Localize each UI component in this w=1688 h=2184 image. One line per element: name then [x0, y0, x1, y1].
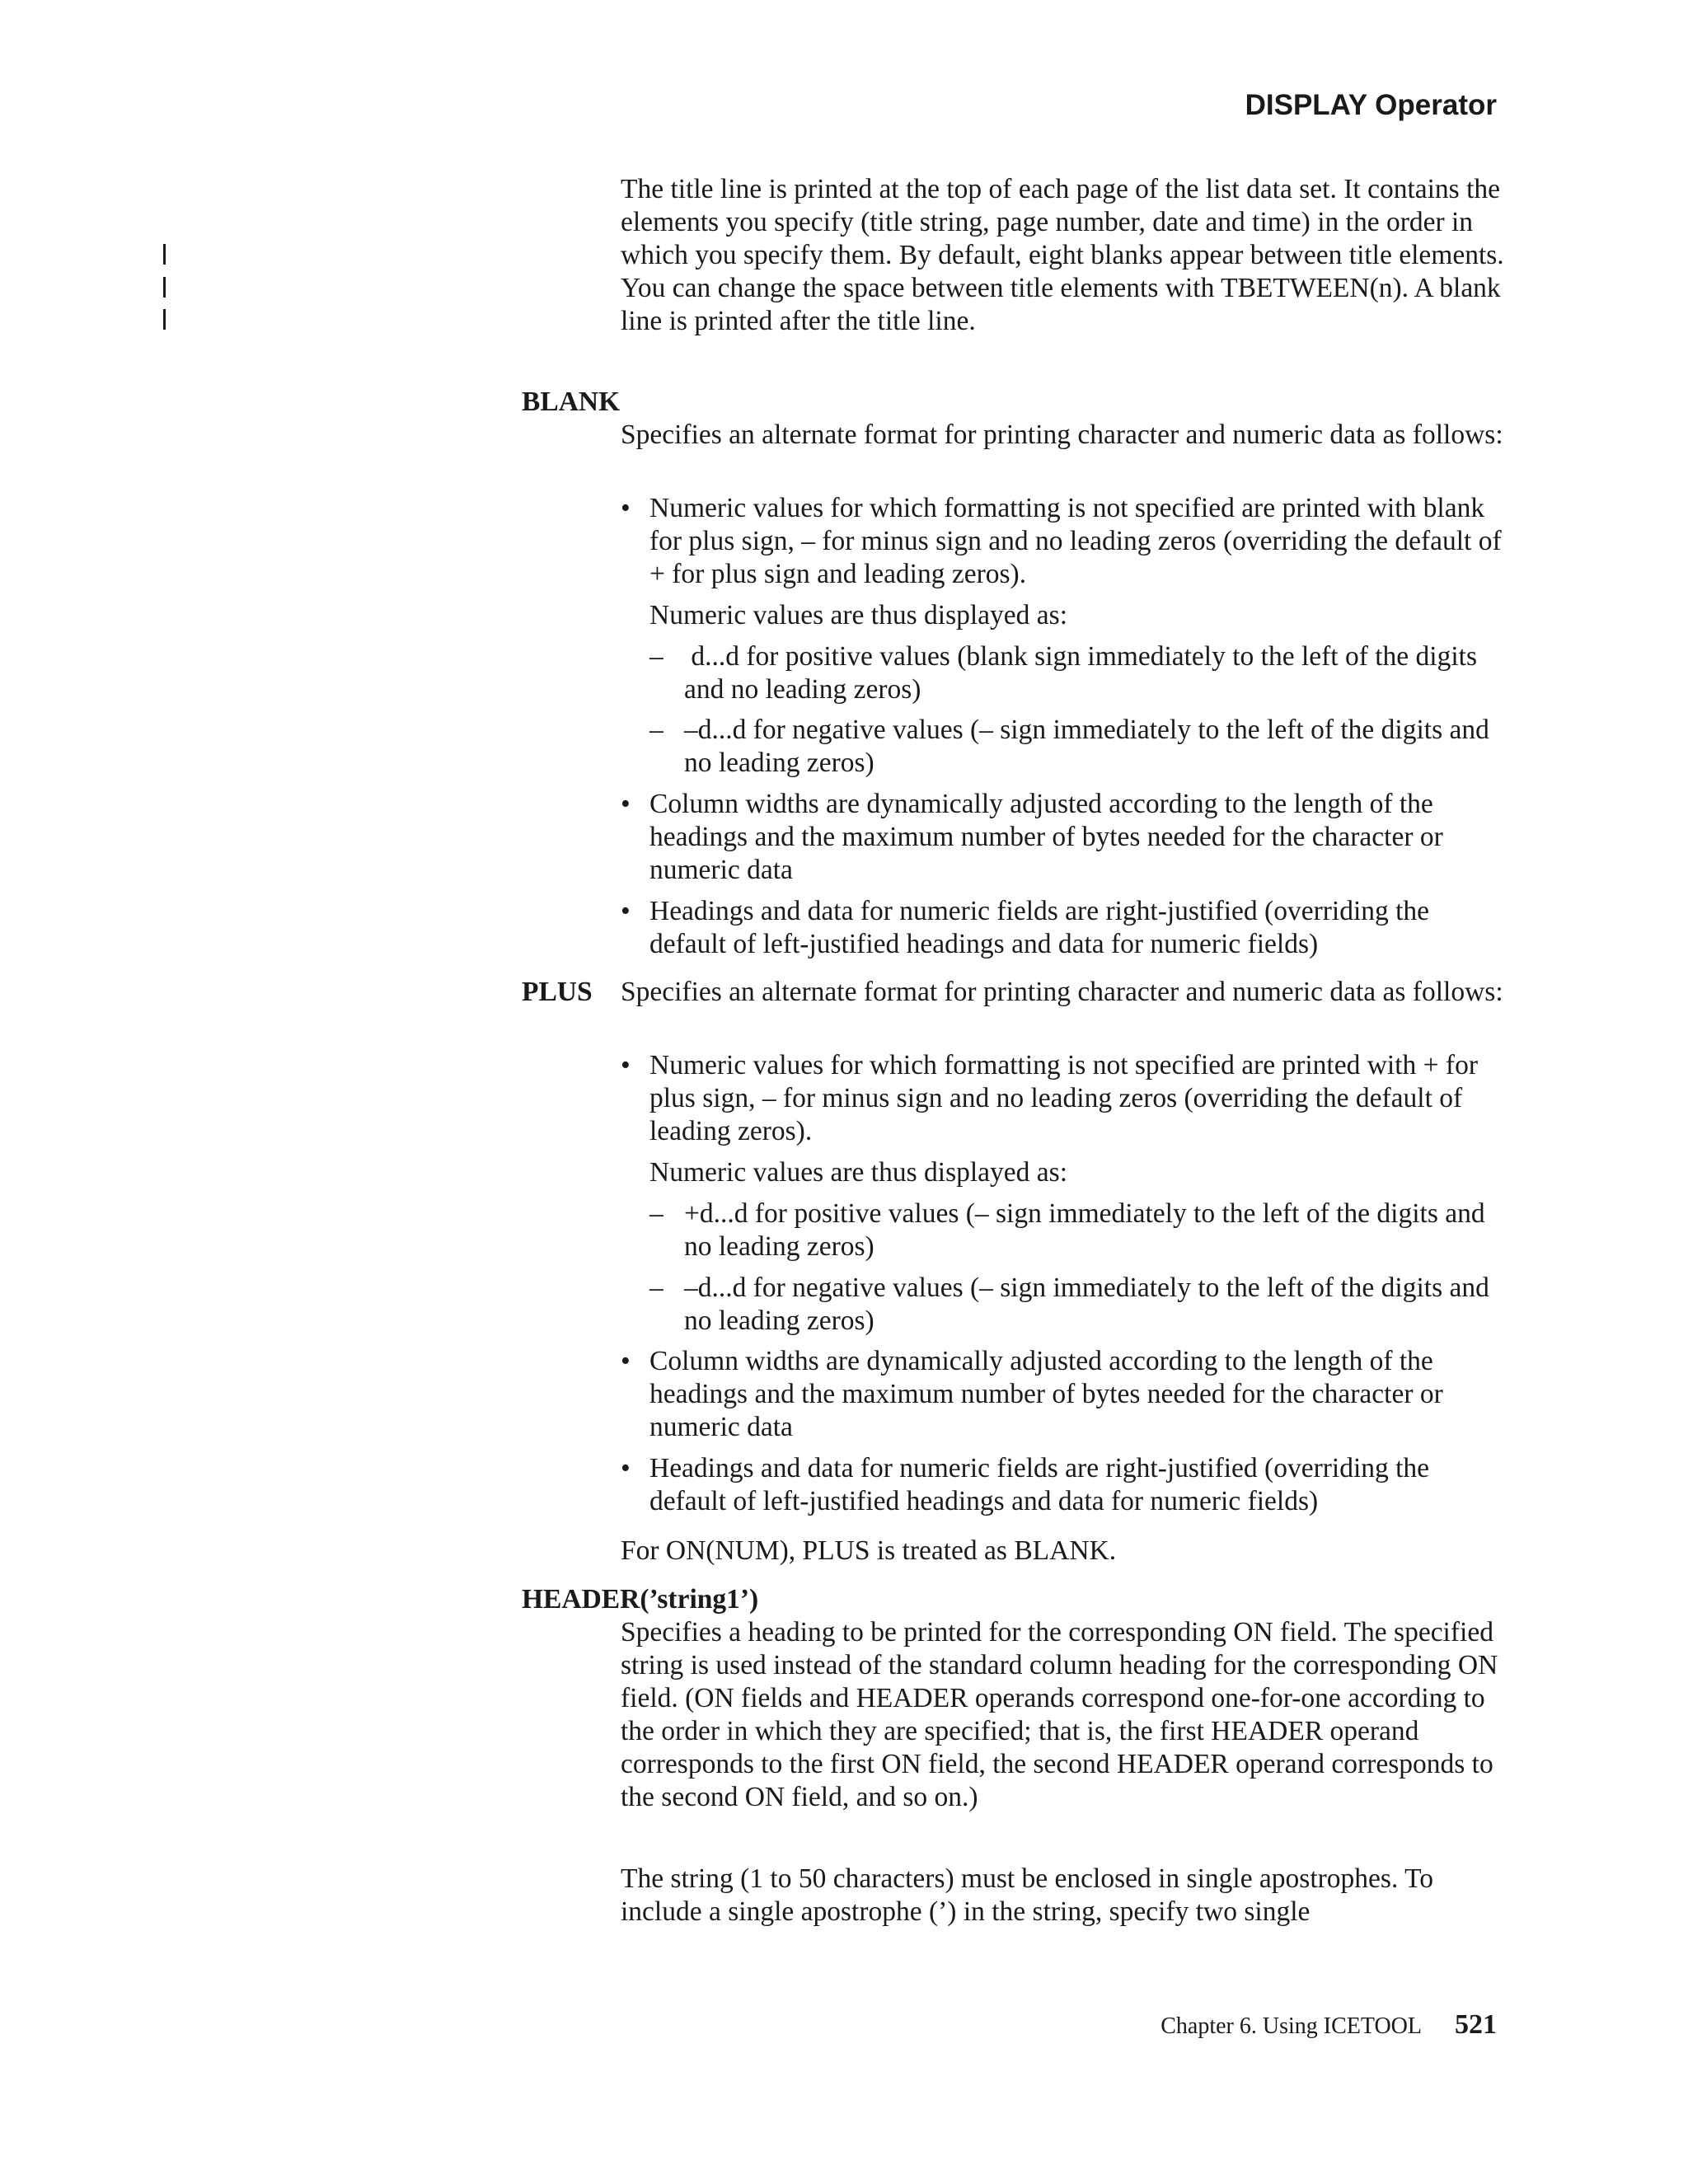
dash-icon: –: [649, 641, 663, 672]
bullet-icon: •: [621, 789, 631, 819]
dash-icon: –: [649, 1198, 663, 1229]
list-item-text: Column widths are dynamically adjusted according to the length of the headings and the maximum number of bytes needed for the character or numeric data: [649, 789, 1443, 885]
dash-item: [649, 1272, 1515, 1338]
dash-icon: –: [649, 1272, 663, 1303]
list-item: [621, 492, 1511, 591]
page-number: 521: [1455, 2009, 1497, 2040]
page-footer: [1160, 2009, 1497, 2041]
header-paragraph-2: The string (1 to 50 characters) must be enclosed in single apostrophes. To include a single apostrophe (’) in the string, specify two single: [621, 1863, 1433, 1927]
intro-paragraph: The title line is printed at the top of each page of the list data set. It contains the elements you specify (title string, page number, date and time) in the order in which you specify them. By default, eight blanks appear between title elements. You can change the space between title elements with TBETWEEN(n). A blank line is printed after the title line.: [621, 174, 1504, 336]
bullet-icon: •: [621, 1346, 631, 1376]
list-item: [621, 788, 1511, 887]
term-header: HEADER(’string1’): [522, 1584, 759, 1615]
dash-item: [649, 640, 1515, 706]
dash-item: [649, 1197, 1515, 1263]
dash-item: [649, 714, 1515, 780]
change-bar: [163, 309, 166, 330]
list-item: [621, 895, 1511, 961]
dash-icon: –: [649, 715, 663, 745]
list-item-text: Numeric values for which formatting is not specified are printed with + for plus sign, – for minus sign and no leading zeros (overriding the default of leading zeros).: [649, 1050, 1478, 1146]
bullet-icon: •: [621, 1050, 631, 1080]
dash-item-text: –d...d for negative values (– sign immediately to the left of the digits and no leading zeros): [684, 1272, 1489, 1336]
term-plus: PLUS: [522, 977, 593, 1007]
dash-item-text: +d...d for positive values (– sign immediately to the left of the digits and no leading zeros): [684, 1198, 1485, 1262]
list-item-text: Headings and data for numeric fields are right-justified (overriding the default of left-justified headings and data for numeric fields): [649, 896, 1430, 959]
running-head: DISPLAY Operator: [1245, 89, 1497, 121]
list-item: [621, 1049, 1511, 1148]
plus-description: Specifies an alternate format for printing character and numeric data as follows:: [621, 977, 1503, 1007]
term-blank: BLANK: [522, 387, 621, 417]
change-bar: [163, 277, 166, 298]
list-item-text: Headings and data for numeric fields are right-justified (overriding the default of left-justified headings and data for numeric fields): [649, 1453, 1430, 1516]
sub-paragraph: Numeric values are thus displayed as:: [649, 1157, 1067, 1188]
plus-note: For ON(NUM), PLUS is treated as BLANK.: [621, 1535, 1117, 1566]
dash-item-text: d...d for positive values (blank sign immediately to the left of the digits and no leading zeros): [684, 641, 1484, 705]
blank-description: Specifies an alternate format for printing character and numeric data as follows:: [621, 419, 1503, 450]
list-item-text: Numeric values for which formatting is not specified are printed with blank for plus sign, – for minus sign and no leading zeros (overriding the default of + for plus sign and leading zeros).: [649, 493, 1502, 589]
chapter-title: Chapter 6. Using ICETOOL: [1160, 2013, 1422, 2039]
bullet-icon: •: [621, 493, 631, 523]
dash-item-text: –d...d for negative values (– sign immediately to the left of the digits and no leading zeros): [684, 715, 1489, 778]
bullet-icon: •: [621, 896, 631, 926]
change-bar: [163, 244, 166, 265]
list-item: [621, 1345, 1511, 1444]
header-paragraph: Specifies a heading to be printed for the corresponding ON field. The specified string is used instead of the standard column heading for the corresponding ON field. (ON fields and HEADER operands correspond one-for-one according to the order in which they are specified; that is, the first HEADER operand corresponds to the first ON field, the second HEADER operand corresponds to the second ON field, and so on.): [621, 1617, 1498, 1812]
list-item-text: Column widths are dynamically adjusted according to the length of the headings and the maximum number of bytes needed for the character or numeric data: [649, 1346, 1443, 1442]
bullet-icon: •: [621, 1453, 631, 1483]
list-item: [621, 1452, 1511, 1518]
sub-paragraph: Numeric values are thus displayed as:: [649, 600, 1067, 630]
